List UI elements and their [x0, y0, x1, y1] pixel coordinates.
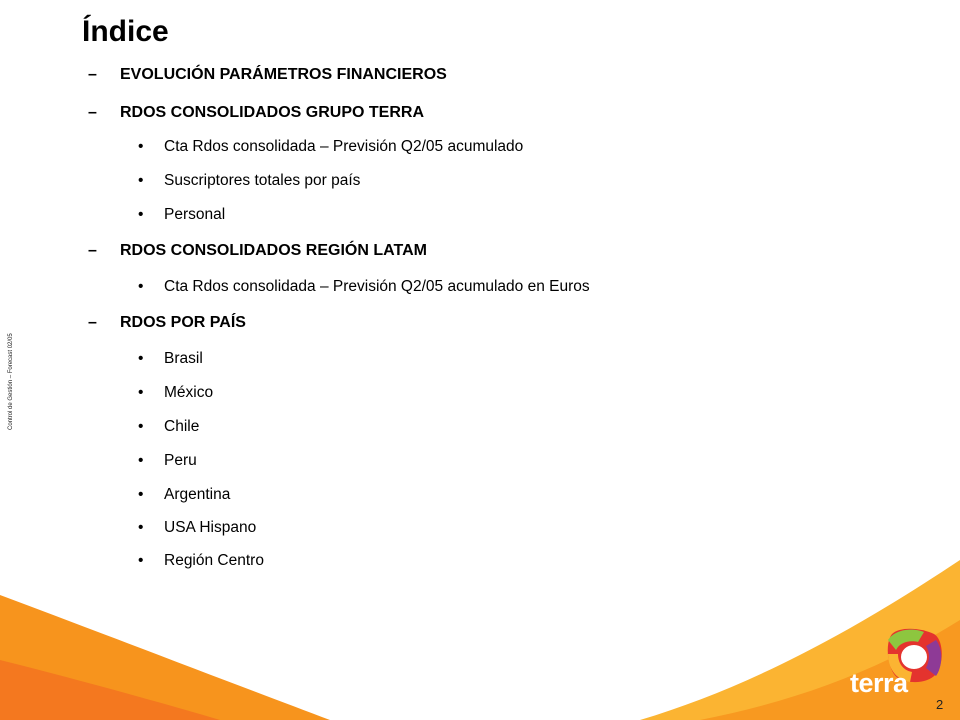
list-item[interactable] — [138, 518, 256, 538]
item-label: Chile — [164, 418, 200, 435]
section-heading[interactable] — [88, 103, 424, 123]
item-label: Suscriptores totales por país — [164, 172, 361, 189]
section-label: RDOS CONSOLIDADOS GRUPO TERRA — [120, 104, 425, 121]
dash-marker: – — [88, 104, 97, 121]
item-label: Personal — [164, 206, 226, 223]
section-heading[interactable] — [88, 313, 246, 333]
bullet-marker: • — [138, 418, 144, 435]
bullet-marker: • — [138, 552, 144, 569]
bullet-marker: • — [138, 519, 144, 536]
list-item[interactable] — [138, 349, 203, 369]
bullet-marker: • — [138, 278, 144, 295]
item-label: Brasil — [164, 350, 203, 367]
bullet-marker: • — [138, 172, 144, 189]
item-label: México — [164, 384, 214, 401]
section-heading[interactable] — [88, 65, 447, 85]
section-label: EVOLUCIÓN PARÁMETROS FINANCIEROS — [120, 66, 447, 83]
list-item[interactable] — [138, 137, 523, 157]
bullet-marker: • — [138, 384, 144, 401]
bullet-marker: • — [138, 138, 144, 155]
list-item[interactable] — [138, 205, 225, 225]
bullet-marker: • — [138, 486, 144, 503]
list-item[interactable] — [138, 171, 360, 191]
dash-marker: – — [88, 242, 97, 259]
list-item[interactable] — [138, 383, 213, 403]
list-item[interactable] — [138, 277, 590, 297]
bullet-marker: • — [138, 350, 144, 367]
item-label: Región Centro — [164, 552, 264, 569]
list-item[interactable] — [138, 451, 197, 471]
dash-marker: – — [88, 314, 97, 331]
page-title: Índice — [82, 15, 169, 48]
dash-marker: – — [88, 66, 97, 83]
section-label: RDOS CONSOLIDADOS REGIÓN LATAM — [120, 242, 427, 259]
list-item[interactable] — [138, 551, 264, 571]
terra-logo-wordmark: terra — [850, 668, 908, 698]
list-item[interactable] — [138, 417, 199, 437]
page-number: 2 — [936, 697, 944, 712]
item-label: Cta Rdos consolidada – Previsión Q2/05 acumulado en Euros — [164, 278, 590, 295]
item-label: Peru — [164, 452, 197, 469]
bullet-marker: • — [138, 206, 144, 223]
list-item[interactable] — [138, 485, 230, 505]
item-label: Argentina — [164, 486, 231, 503]
item-label: Cta Rdos consolidada – Previsión Q2/05 acumulado — [164, 138, 524, 155]
bullet-marker: • — [138, 452, 144, 469]
side-note: Control de Gestión – Forecast 02/05 — [8, 333, 14, 430]
section-label: RDOS POR PAÍS — [120, 314, 246, 331]
item-label: USA Hispano — [164, 519, 257, 536]
section-heading[interactable] — [88, 241, 427, 261]
